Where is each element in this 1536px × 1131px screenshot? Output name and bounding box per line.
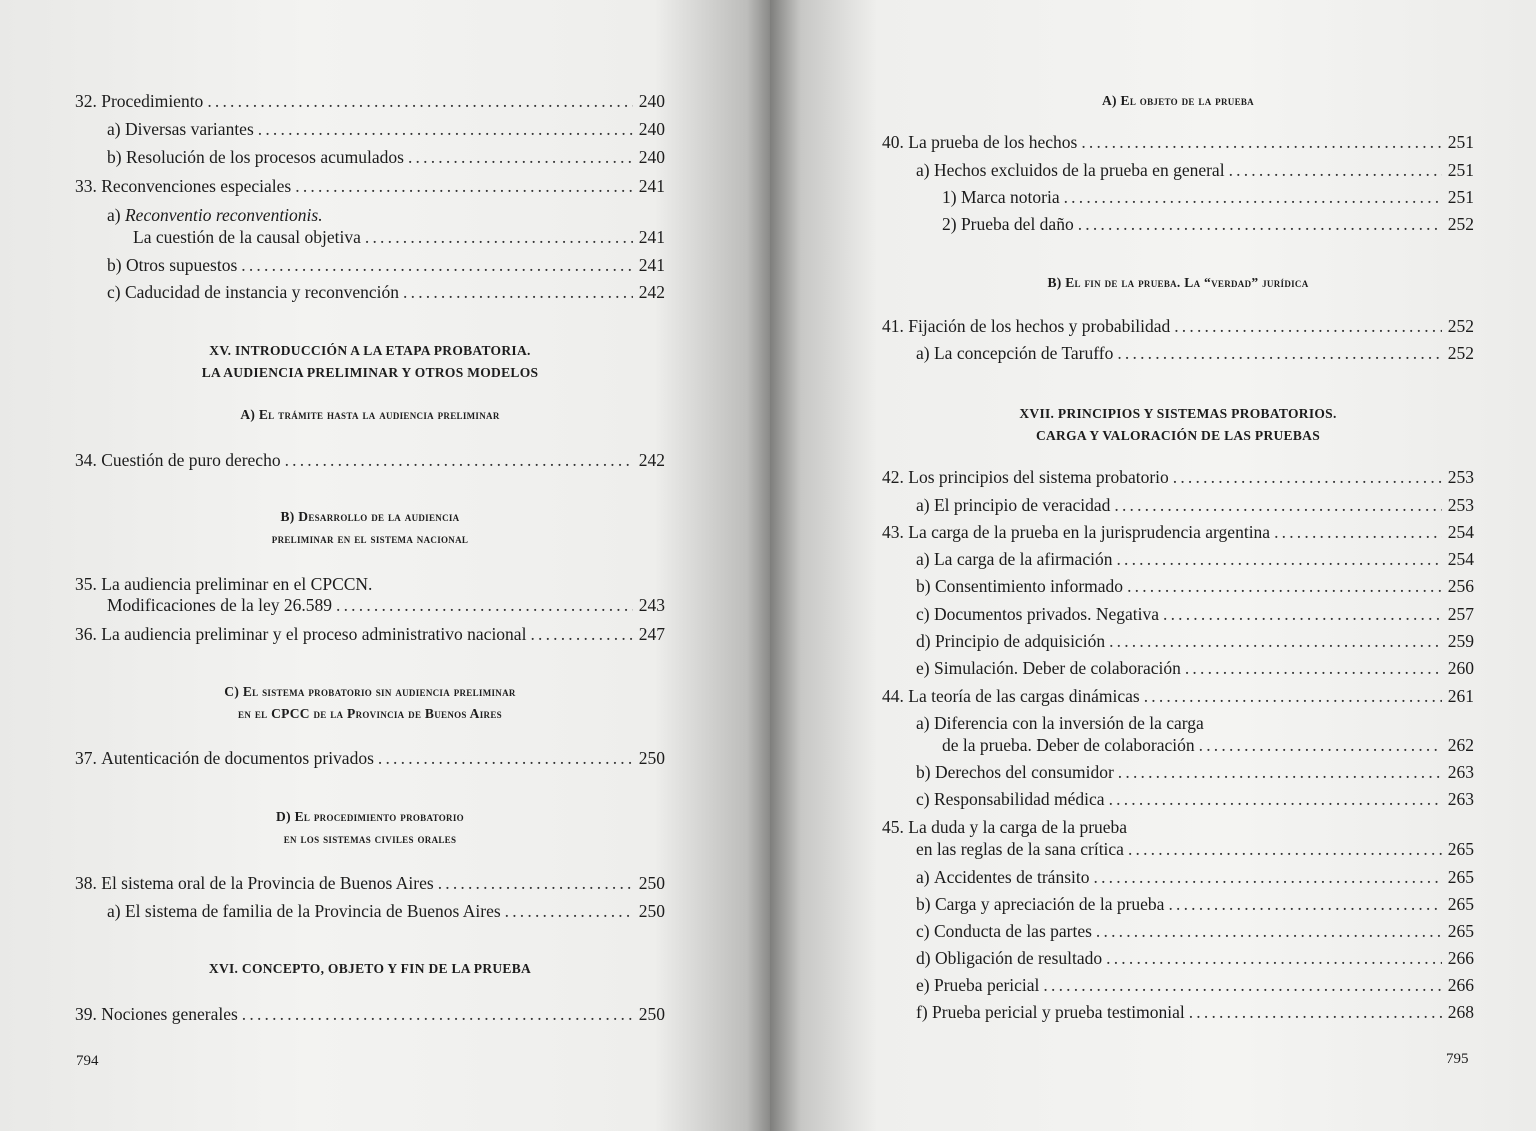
entry-page: 263	[1447, 762, 1474, 782]
entry-title: Modificaciones de la ley 26.589	[107, 595, 333, 615]
heading-line: D) El procedimiento probatorio	[276, 809, 464, 824]
entry-page: 250	[638, 873, 665, 893]
entry-title: Obligación de resultado	[934, 948, 1103, 968]
entry-page: 262	[1447, 735, 1474, 755]
subsection-heading: A) El objeto de la prueba	[1102, 93, 1254, 108]
subsection-heading: B) El fin de la prueba. La “verdad” jurídica	[1047, 275, 1309, 290]
entry-number: 36.	[75, 624, 97, 644]
entry-title: Cuestión de puro derecho	[101, 450, 281, 470]
subsection-heading	[75, 506, 665, 550]
entry-number: a)	[916, 867, 930, 887]
leader-dots	[1117, 342, 1442, 364]
entry-number: 33.	[75, 176, 97, 196]
entry-title: Consentimiento informado	[934, 576, 1124, 596]
section-heading	[75, 340, 665, 384]
toc-entry	[133, 226, 665, 248]
toc-entry	[107, 281, 665, 303]
entry-number: 40.	[882, 132, 904, 152]
entry-page: 241	[638, 227, 665, 247]
entry-title: El principio de veracidad	[933, 495, 1111, 515]
entry-title: Prueba pericial y prueba testimonial	[932, 1002, 1185, 1022]
heading-line: en los sistemas civiles orales	[283, 831, 457, 846]
heading-line: preliminar en el sistema nacional	[271, 531, 469, 546]
toc-entry	[107, 594, 665, 616]
toc-entry	[882, 131, 1474, 153]
leader-dots	[241, 254, 633, 276]
entry-title: La prueba de los hechos	[908, 132, 1078, 152]
entry-page: 260	[1447, 658, 1474, 678]
toc-entry	[916, 974, 1474, 996]
entry-number: 37.	[75, 748, 97, 768]
leader-dots	[378, 747, 633, 769]
leader-dots	[1185, 657, 1442, 679]
entry-page: 257	[1447, 604, 1474, 624]
entry-title: Nociones generales	[101, 1004, 238, 1024]
toc-entry	[916, 761, 1474, 783]
leader-dots	[258, 118, 633, 140]
toc-entry	[107, 254, 665, 276]
entry-number: e)	[916, 658, 930, 678]
entry-number: a)	[107, 119, 121, 139]
leader-dots	[1128, 838, 1442, 860]
entry-number: a)	[916, 343, 930, 363]
section-heading: XVI. CONCEPTO, OBJETO Y FIN DE LA PRUEBA	[208, 961, 532, 976]
heading-line: B) Desarrollo de la audiencia	[280, 509, 460, 524]
entry-page: 251	[1447, 187, 1474, 207]
entry-title: Caducidad de instancia y reconvención	[124, 282, 400, 302]
toc-entry	[942, 734, 1474, 756]
leader-dots	[530, 623, 633, 645]
leader-dots	[1109, 788, 1442, 810]
heading-line: CARGA Y VALORACIÓN DE LAS PRUEBAS	[1035, 428, 1321, 443]
toc-entry	[916, 893, 1474, 915]
entry-number: e)	[916, 975, 930, 995]
leader-dots	[1168, 893, 1442, 915]
entry-number: d)	[916, 948, 931, 968]
entry-number: 39.	[75, 1004, 97, 1024]
toc-entry-line1	[107, 204, 665, 226]
toc-entry	[916, 1001, 1474, 1023]
entry-number: c)	[916, 921, 930, 941]
entry-number: 41.	[882, 316, 904, 336]
leader-dots	[285, 449, 633, 471]
toc-entry	[916, 947, 1474, 969]
leader-dots	[1189, 1001, 1442, 1023]
entry-page: 250	[638, 1004, 665, 1024]
entry-title: Prueba pericial	[933, 975, 1040, 995]
toc-entry	[916, 838, 1474, 860]
right-page	[770, 0, 1536, 1131]
entry-number: 1)	[942, 187, 957, 207]
entry-page: 250	[638, 901, 665, 921]
entry-title: Reconvenciones especiales	[101, 176, 292, 196]
entry-title: Los principios del sistema probatorio	[908, 467, 1169, 487]
entry-page: 259	[1447, 631, 1474, 651]
toc-entry	[75, 747, 665, 769]
leader-dots	[1114, 494, 1442, 516]
entry-number: b)	[916, 894, 931, 914]
leader-dots	[1229, 159, 1442, 181]
toc-entry	[882, 521, 1474, 543]
toc-entry	[916, 494, 1474, 516]
entry-number: 32.	[75, 91, 97, 111]
heading-line: LA AUDIENCIA PRELIMINAR Y OTROS MODELOS	[201, 365, 539, 380]
entry-page: 241	[638, 176, 665, 196]
entry-number: f)	[916, 1002, 928, 1022]
entry-number: 44.	[882, 686, 904, 706]
toc-entry	[75, 90, 665, 112]
entry-number: c)	[916, 789, 930, 809]
entry-page: 247	[638, 624, 665, 644]
subsection-heading	[75, 806, 665, 850]
entry-title: La duda y la carga de la prueba	[908, 817, 1128, 837]
leader-dots	[1064, 186, 1442, 208]
entry-page: 252	[1447, 343, 1474, 363]
entry-number: a)	[916, 713, 930, 733]
leader-dots	[365, 226, 633, 248]
heading-line: en el CPCC de la Provincia de Buenos Aires	[238, 706, 502, 721]
toc-entry	[916, 548, 1474, 570]
leader-dots	[1094, 866, 1443, 888]
entry-number: b)	[107, 255, 122, 275]
leader-dots	[295, 175, 633, 197]
toc-entry	[75, 449, 665, 471]
entry-page: 265	[1447, 839, 1474, 859]
toc-entry	[916, 159, 1474, 181]
entry-title: La concepción de Taruffo	[933, 343, 1114, 363]
leader-dots	[408, 146, 633, 168]
toc-entry	[107, 900, 665, 922]
entry-number: a)	[107, 901, 121, 921]
entry-number: b)	[916, 762, 931, 782]
entry-page: 241	[638, 255, 665, 275]
entry-number: 42.	[882, 467, 904, 487]
toc-entry	[916, 603, 1474, 625]
toc-entry	[942, 213, 1474, 235]
entry-page: 254	[1447, 549, 1474, 569]
leader-dots	[1116, 548, 1442, 570]
entry-page: 265	[1447, 894, 1474, 914]
entry-title: de la prueba. Deber de colaboración	[942, 735, 1195, 755]
toc-entry	[916, 788, 1474, 810]
entry-number: 38.	[75, 873, 97, 893]
entry-number: 45.	[882, 817, 904, 837]
page-number: 795	[1446, 1051, 1469, 1067]
entry-title: Marca notoria	[960, 187, 1060, 207]
entry-number: a)	[107, 205, 121, 225]
entry-page: 265	[1447, 921, 1474, 941]
leader-dots	[1274, 521, 1442, 543]
entry-title: Diversas variantes	[124, 119, 254, 139]
toc-entry	[916, 575, 1474, 597]
entry-title: Derechos del consumidor	[934, 762, 1114, 782]
leader-dots	[438, 872, 633, 894]
leader-dots	[242, 1003, 633, 1025]
toc-entry	[882, 685, 1474, 707]
entry-number: a)	[916, 495, 930, 515]
entry-title: Resolución de los procesos acumulados	[125, 147, 404, 167]
leader-dots	[1106, 947, 1442, 969]
leader-dots	[1096, 920, 1442, 942]
leader-dots	[1127, 575, 1442, 597]
entry-page: 261	[1447, 686, 1474, 706]
entry-title: El sistema oral de la Provincia de Buenos Aires	[101, 873, 434, 893]
toc-entry-line1	[75, 573, 665, 595]
entry-title: La cuestión de la causal objetiva	[133, 227, 361, 247]
toc-entry-line1	[916, 712, 1474, 734]
entry-page: 250	[638, 748, 665, 768]
leader-dots	[1118, 761, 1442, 783]
entry-title: La carga de la afirmación	[933, 549, 1113, 569]
entry-number: c)	[107, 282, 121, 302]
entry-page: 256	[1447, 576, 1474, 596]
entry-page: 253	[1447, 495, 1474, 515]
entry-number: c)	[916, 604, 930, 624]
entry-number: a)	[916, 160, 930, 180]
entry-page: 252	[1447, 316, 1474, 336]
entry-page: 240	[638, 91, 665, 111]
entry-number: 2)	[942, 214, 957, 234]
toc-entry	[75, 1003, 665, 1025]
entry-title: Conducta de las partes	[933, 921, 1092, 941]
entry-page: 263	[1447, 789, 1474, 809]
entry-title: Autenticación de documentos privados	[101, 748, 374, 768]
heading-line: XVII. PRINCIPIOS Y SISTEMAS PROBATORIOS.	[1019, 406, 1337, 421]
toc-entry	[75, 175, 665, 197]
toc-entry	[916, 920, 1474, 942]
toc-entry-line1	[882, 816, 1474, 838]
entry-page: 251	[1447, 160, 1474, 180]
entry-page: 242	[638, 450, 665, 470]
leader-dots	[1199, 734, 1442, 756]
leader-dots	[1174, 315, 1442, 337]
entry-title: Documentos privados. Negativa	[933, 604, 1159, 624]
leader-dots	[1043, 974, 1442, 996]
entry-title: El sistema de familia de la Provincia de Buenos Aires	[124, 901, 501, 921]
heading-line: XV. INTRODUCCIÓN A LA ETAPA PROBATORIA.	[209, 343, 531, 358]
entry-title: La carga de la prueba en la jurisprudencia argentina	[908, 522, 1271, 542]
entry-title: Hechos excluidos de la prueba en general	[933, 160, 1225, 180]
toc-entry	[107, 146, 665, 168]
entry-title: Carga y apreciación de la prueba	[934, 894, 1165, 914]
entry-title: Principio de adquisición	[934, 631, 1106, 651]
entry-page: 240	[638, 119, 665, 139]
leader-dots	[1078, 213, 1442, 235]
entry-title: Procedimiento	[101, 91, 204, 111]
toc-entry	[75, 872, 665, 894]
entry-page: 254	[1447, 522, 1474, 542]
leader-dots	[1144, 685, 1442, 707]
entry-number: a)	[916, 549, 930, 569]
entry-page: 265	[1447, 867, 1474, 887]
entry-number: 43.	[882, 522, 904, 542]
entry-title: Prueba del daño	[960, 214, 1074, 234]
toc-entry	[916, 342, 1474, 364]
entry-title: Diferencia con la inversión de la carga	[933, 713, 1204, 733]
leader-dots	[207, 90, 633, 112]
toc-entry	[882, 466, 1474, 488]
entry-page: 252	[1447, 214, 1474, 234]
section-heading	[882, 403, 1474, 447]
toc-entry	[882, 315, 1474, 337]
subsection-heading: A) El trámite hasta la audiencia preliminar	[240, 407, 500, 422]
leader-dots	[505, 900, 633, 922]
entry-number: 35.	[75, 574, 97, 594]
entry-title: Reconventio reconventionis.	[124, 205, 323, 225]
leader-dots	[1163, 603, 1442, 625]
leader-dots	[336, 594, 633, 616]
entry-number: b)	[916, 576, 931, 596]
leader-dots	[1081, 131, 1442, 153]
entry-page: 266	[1447, 975, 1474, 995]
entry-page: 240	[638, 147, 665, 167]
toc-entry	[75, 623, 665, 645]
entry-title: en las reglas de la sana crítica	[916, 839, 1124, 859]
entry-title: Responsabilidad médica	[933, 789, 1105, 809]
entry-page: 243	[638, 595, 665, 615]
entry-page: 266	[1447, 948, 1474, 968]
subsection-heading	[75, 681, 665, 725]
toc-entry	[916, 630, 1474, 652]
toc-entry	[916, 657, 1474, 679]
entry-title: La teoría de las cargas dinámicas	[908, 686, 1140, 706]
entry-page: 253	[1447, 467, 1474, 487]
entry-number: b)	[107, 147, 122, 167]
entry-number: 34.	[75, 450, 97, 470]
entry-number: d)	[916, 631, 931, 651]
entry-title: Simulación. Deber de colaboración	[933, 658, 1181, 678]
leader-dots	[1109, 630, 1442, 652]
entry-title: Accidentes de tránsito	[933, 867, 1090, 887]
entry-title: Otros supuestos	[125, 255, 238, 275]
heading-line: C) El sistema probatorio sin audiencia preliminar	[224, 684, 516, 699]
entry-title: Fijación de los hechos y probabilidad	[908, 316, 1171, 336]
toc-entry	[916, 866, 1474, 888]
leader-dots	[403, 281, 633, 303]
entry-page: 268	[1447, 1002, 1474, 1022]
page-number: 794	[76, 1053, 99, 1069]
entry-title: La audiencia preliminar en el CPCCN.	[101, 574, 373, 594]
entry-page: 242	[638, 282, 665, 302]
toc-entry	[107, 118, 665, 140]
toc-entry	[942, 186, 1474, 208]
entry-page: 251	[1447, 132, 1474, 152]
leader-dots	[1173, 466, 1442, 488]
entry-title: La audiencia preliminar y el proceso administrativo nacional	[101, 624, 527, 644]
